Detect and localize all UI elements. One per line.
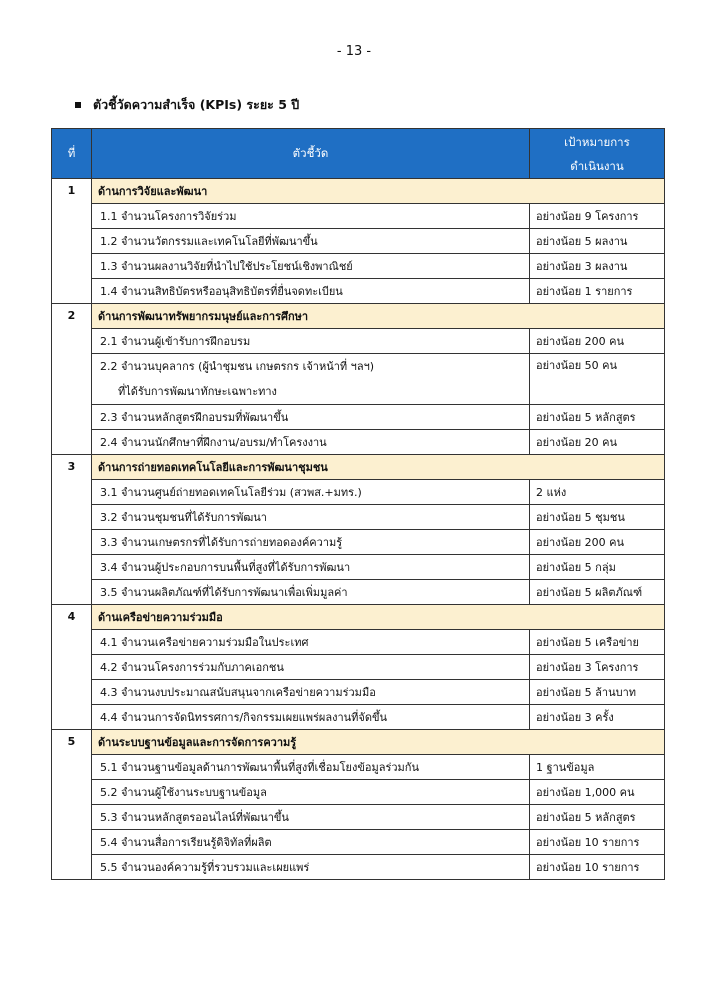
indicator-text-continued: ที่ได้รับการพัฒนาทักษะเฉพาะทาง [118,385,277,398]
indicator-cell: 5.5 จำนวนองค์ความรู้ที่รวบรวมและเผยแพร่ [92,855,530,880]
target-cell: อย่างน้อย 5 หลักสูตร [530,805,665,830]
table-row [52,229,665,254]
target-cell: อย่างน้อย 5 หลักสูตร [530,405,665,430]
table-row [52,805,665,830]
table-row [52,279,665,304]
indicator-cell: 2.1 จำนวนผู้เข้ารับการฝึกอบรม [92,329,530,354]
target-cell: อย่างน้อย 5 เครือข่าย [530,630,665,655]
section-title: ด้านการถ่ายทอดเทคโนโลยีและการพัฒนาชุมชน [92,455,665,480]
indicator-cell: 1.3 จำนวนผลงานวิจัยที่นำไปใช้ประโยชน์เชิงพาณิชย์ [92,254,530,279]
table-row [52,254,665,279]
table-row [52,405,665,430]
table-row [52,830,665,855]
table-row [52,780,665,805]
kpi-heading [75,95,299,115]
kpi-table [51,128,665,880]
table-header-row [52,129,665,179]
target-cell: 1 ฐานข้อมูล [530,755,665,780]
indicator-cell: 5.3 จำนวนหลักสูตรออนไลน์ที่พัฒนาขึ้น [92,805,530,830]
section-title: ด้านเครือข่ายความร่วมมือ [92,605,665,630]
target-cell: อย่างน้อย 3 ครั้ง [530,705,665,730]
indicator-cell: 5.1 จำนวนฐานข้อมูลด้านการพัฒนาพื้นที่สูงที่เชื่อมโยงข้อมูลร่วมกัน [92,755,530,780]
target-cell: อย่างน้อย 5 ชุมชน [530,505,665,530]
indicator-text: 2.2 จำนวนบุคลากร (ผู้นำชุมชน เกษตรกร เจ้าหน้าที่ ฯลฯ) [100,360,375,373]
target-cell: อย่างน้อย 5 ล้านบาท [530,680,665,705]
table-row [52,354,665,405]
indicator-cell: 2.4 จำนวนนักศึกษาที่ฝึกงาน/อบรม/ทำโครงงาน [92,430,530,455]
target-cell: อย่างน้อย 200 คน [530,329,665,354]
indicator-cell: 3.2 จำนวนชุมชนที่ได้รับการพัฒนา [92,505,530,530]
indicator-cell: 3.3 จำนวนเกษตรกรที่ได้รับการถ่ายทอดองค์ความรู้ [92,530,530,555]
section-row [52,179,665,204]
table-row [52,855,665,880]
target-cell: อย่างน้อย 9 โครงการ [530,204,665,229]
section-number: 5 [52,730,92,880]
indicator-cell: 1.2 จำนวนวัตกรรมและเทคโนโลยีที่พัฒนาขึ้น [92,229,530,254]
section-row [52,605,665,630]
target-cell: อย่างน้อย 1,000 คน [530,780,665,805]
table-row [52,580,665,605]
page-number: - 13 - [336,44,372,59]
table-row [52,204,665,229]
header-indicator: ตัวชี้วัด [92,129,530,179]
table-row [52,530,665,555]
indicator-cell: 4.4 จำนวนการจัดนิทรรศการ/กิจกรรมเผยแพร่ผลงานที่จัดขึ้น [92,705,530,730]
kpi-table-body [52,179,665,880]
indicator-cell: 4.3 จำนวนงบประมาณสนับสนุนจากเครือข่ายความร่วมมือ [92,680,530,705]
table-row [52,480,665,505]
target-cell: อย่างน้อย 1 รายการ [530,279,665,304]
section-row [52,730,665,755]
section-number: 1 [52,179,92,304]
target-cell: อย่างน้อย 20 คน [530,430,665,455]
section-title: ด้านการวิจัยและพัฒนา [92,179,665,204]
header-target [530,129,665,179]
indicator-cell: 5.4 จำนวนสื่อการเรียนรู้ดิจิทัลที่ผลิต [92,830,530,855]
indicator-cell: 1.4 จำนวนสิทธิบัตรหรืออนุสิทธิบัตรที่ยื่นจดทะเบียน [92,279,530,304]
section-title: ด้านการพัฒนาทรัพยากรมนุษย์และการศึกษา [92,304,665,329]
target-cell: อย่างน้อย 200 คน [530,530,665,555]
table-row [52,705,665,730]
indicator-cell: 5.2 จำนวนผู้ใช้งานระบบฐานข้อมูล [92,780,530,805]
indicator-cell: 3.5 จำนวนผลิตภัณฑ์ที่ได้รับการพัฒนาเพื่อเพิ่มมูลค่า [92,580,530,605]
table-row [52,680,665,705]
indicator-cell [92,354,530,405]
indicator-cell: 2.3 จำนวนหลักสูตรฝึกอบรมที่พัฒนาขึ้น [92,405,530,430]
target-cell: อย่างน้อย 50 คน [530,354,665,405]
header-target-line2: ดำเนินงาน [570,158,624,173]
bullet-icon [75,102,81,108]
indicator-cell: 3.1 จำนวนศูนย์ถ่ายทอดเทคโนโลยีร่วม (สวพส.+มทร.) [92,480,530,505]
table-row [52,329,665,354]
section-row [52,304,665,329]
table-row [52,630,665,655]
section-number: 4 [52,605,92,730]
indicator-cell: 4.1 จำนวนเครือข่ายความร่วมมือในประเทศ [92,630,530,655]
section-number: 2 [52,304,92,455]
table-row [52,430,665,455]
target-cell: อย่างน้อย 5 ผลงาน [530,229,665,254]
section-number: 3 [52,455,92,605]
target-cell: 2 แห่ง [530,480,665,505]
indicator-cell: 4.2 จำนวนโครงการร่วมกับภาคเอกชน [92,655,530,680]
target-cell: อย่างน้อย 5 กลุ่ม [530,555,665,580]
table-row [52,505,665,530]
indicator-cell: 3.4 จำนวนผู้ประกอบการบนพื้นที่สูงที่ได้รับการพัฒนา [92,555,530,580]
target-cell: อย่างน้อย 10 รายการ [530,830,665,855]
target-cell: อย่างน้อย 5 ผลิตภัณฑ์ [530,580,665,605]
kpi-heading-text: ตัวชี้วัดความสำเร็จ (KPIs) ระยะ 5 ปี [93,97,300,112]
target-cell: อย่างน้อย 3 โครงการ [530,655,665,680]
target-cell: อย่างน้อย 10 รายการ [530,855,665,880]
section-row [52,455,665,480]
table-row [52,555,665,580]
header-target-line1: เป้าหมายการ [564,134,630,149]
header-no: ที่ [52,129,92,179]
target-cell: อย่างน้อย 3 ผลงาน [530,254,665,279]
table-row [52,655,665,680]
indicator-cell: 1.1 จำนวนโครงการวิจัยร่วม [92,204,530,229]
section-title: ด้านระบบฐานข้อมูลและการจัดการความรู้ [92,730,665,755]
table-row [52,755,665,780]
